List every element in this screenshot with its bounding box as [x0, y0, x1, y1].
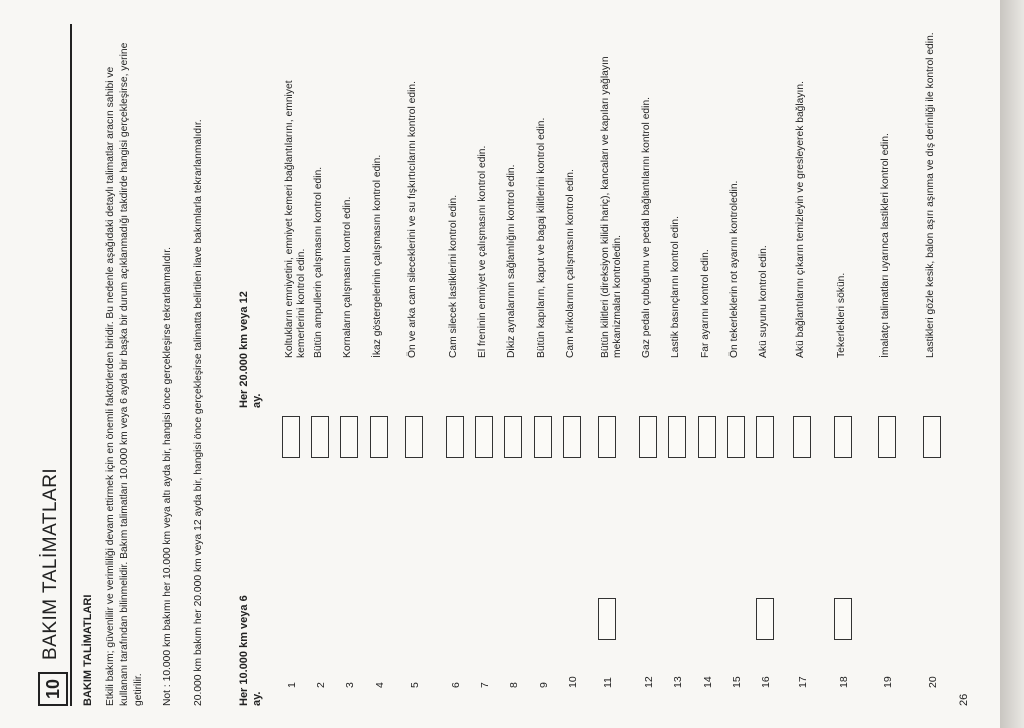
list-item	[311, 0, 335, 728]
checkbox-20000[interactable]	[756, 416, 774, 458]
item-text: Lastik basınçlarını kontrol edin.	[670, 216, 682, 358]
item-number: 6	[450, 682, 462, 688]
item-number: 3	[344, 682, 357, 688]
list-item	[282, 0, 306, 728]
list-item	[668, 0, 692, 728]
item-text: Koltukların emniyetini, emniyet kemeri bağlantılarını, emniyet kemerlerini kontrol edin.	[284, 80, 307, 358]
list-item	[793, 0, 817, 728]
item-number: 11	[602, 677, 614, 688]
item-text: Gaz pedalı çubuğunu ve pedal bağlantılarını kontrol edin.	[641, 96, 653, 358]
chapter-number: 10	[38, 672, 68, 706]
item-number: 20	[926, 676, 939, 688]
section-title: BAKIM TALİMATLARI	[82, 594, 94, 706]
item-number: 16	[760, 676, 772, 688]
item-text: Bütün kapıların, kaput ve bagaj kilitlerini kontrol edin.	[535, 117, 547, 358]
checkbox-20000[interactable]	[311, 416, 329, 458]
page-number: 26	[958, 693, 970, 706]
checkbox-20000[interactable]	[698, 416, 716, 458]
item-text: Kornaların çalışmasını kontrol edin.	[342, 196, 354, 358]
list-item	[504, 0, 528, 728]
item-text: Ön tekerleklerin rot ayarını kontroledin.	[728, 180, 740, 358]
chapter-title: BAKIM TALİMATLARI	[40, 467, 61, 660]
item-number: 1	[286, 682, 298, 688]
item-number: 19	[881, 676, 894, 688]
item-number: 10	[566, 676, 579, 688]
list-item	[727, 0, 751, 728]
list-item	[405, 0, 429, 728]
item-text: Akü suyunu kontrol edin.	[758, 245, 769, 358]
checkbox-20000[interactable]	[340, 416, 358, 458]
list-item	[446, 0, 470, 728]
checkbox-20000[interactable]	[668, 416, 686, 458]
item-number: 5	[408, 682, 421, 688]
list-item	[878, 0, 902, 728]
note-paragraph: Not : 10.000 km bakımı her 10.000 km veya altı ayda bir, hangisi önce gerçekleşirse tekrarlanmalıdır.	[162, 246, 173, 706]
item-text: Cam krikolarının çalışmasını kontrol edin.	[564, 169, 576, 358]
item-text: Far ayarını kontrol edin.	[699, 249, 711, 358]
item-text: Tekerlekleri sökün.	[836, 272, 848, 358]
checkbox-20000[interactable]	[504, 416, 522, 458]
item-number: 8	[508, 682, 521, 688]
item-number: 14	[701, 676, 714, 688]
list-item	[370, 0, 394, 728]
intro-paragraph: Etkili bakım; güvenlilir ve verimliliği devam ettirmek için en önemli faktörlerden biridir. Bu nedenle aşağıdaki detaylı talimatlar aracın sahibi ve kullananı tarafından bilinmelidir. Bakım talimatları 10.000 km veya 6 ayda bir başka bir durum açıklanmadığı takdirde hangisi gerçekleşirse, yerine getirilir.	[105, 42, 144, 706]
checkbox-20000[interactable]	[727, 416, 745, 458]
checkbox-20000[interactable]	[878, 416, 896, 458]
checkbox-20000[interactable]	[370, 416, 388, 458]
checkbox-20000[interactable]	[923, 416, 941, 458]
list-item	[639, 0, 663, 728]
item-text: Bütün kilitleri (direksiyon kilidi hariç), kancaları ve kapıları yağlayın mekanizmaları kontroledin.	[600, 56, 623, 358]
item-number: 18	[838, 676, 851, 688]
column-header-20000: Her 20.000 km veya 12 ay.	[238, 291, 263, 408]
checkbox-10000[interactable]	[756, 598, 774, 640]
item-text: El freninin emniyet ve çalışmasını kontrol edin.	[477, 145, 489, 358]
list-item	[340, 0, 364, 728]
item-text: Ön ve arka cam sileceklerini ve su fışkırtıcılarını kontrol edin.	[406, 81, 418, 358]
checkbox-20000[interactable]	[563, 416, 581, 458]
column-header-10000: Her 10.000 km veya 6 ay.	[238, 595, 263, 706]
item-number: 15	[730, 676, 743, 688]
page-edge	[1000, 0, 1024, 728]
checkbox-20000[interactable]	[793, 416, 811, 458]
item-number: 2	[315, 682, 328, 688]
checkbox-20000[interactable]	[282, 416, 300, 458]
list-item	[475, 0, 499, 728]
checkbox-20000[interactable]	[639, 416, 657, 458]
checkbox-20000[interactable]	[446, 416, 464, 458]
item-text: Cam silecek lastiklerini kontrol edin.	[448, 194, 459, 358]
item-text: Akü bağlantılarını çıkarın temizleyin ve gresleyerek bağlayın.	[795, 80, 807, 358]
checkbox-20000[interactable]	[475, 416, 493, 458]
item-number: 12	[643, 676, 656, 688]
checkbox-10000[interactable]	[834, 598, 852, 640]
list-item	[923, 0, 947, 728]
checkbox-20000[interactable]	[534, 416, 552, 458]
item-text: İmalatçı talimatları uyarınca lastikleri kontrol edin.	[879, 133, 891, 358]
checkbox-20000[interactable]	[598, 416, 616, 458]
item-number: 9	[537, 682, 550, 688]
item-text: Bütün ampullerin çalışmasını kontrol edin.	[313, 166, 325, 358]
checkbox-10000[interactable]	[598, 598, 616, 640]
header-rule	[70, 24, 72, 706]
checkbox-20000[interactable]	[834, 416, 852, 458]
item-text: İkaz göstergelerinin çalışmasını kontrol edin.	[371, 154, 383, 358]
item-number: 13	[672, 676, 685, 688]
item-text: Dikiz aynalarının sağlamlığını kontrol edin.	[506, 164, 518, 358]
list-item	[534, 0, 558, 728]
item-text: Lastikleri gözle kesik, balon aşırı aşınma ve dış derinliği ile kontrol edin.	[924, 32, 936, 358]
list-item	[563, 0, 587, 728]
note2-paragraph: 20.000 km bakım her 20.000 km veya 12 ayda bir, hangisi önce gerçekleşirse talimatta belirtilen ilave bakımlarla tekrarlanmalıdır.	[193, 119, 204, 706]
item-number: 17	[797, 676, 810, 688]
list-item	[834, 0, 858, 728]
list-item	[598, 0, 622, 728]
item-number: 7	[479, 682, 492, 688]
list-item	[756, 0, 780, 728]
checkbox-20000[interactable]	[405, 416, 423, 458]
item-number: 4	[373, 682, 386, 688]
list-item	[698, 0, 722, 728]
